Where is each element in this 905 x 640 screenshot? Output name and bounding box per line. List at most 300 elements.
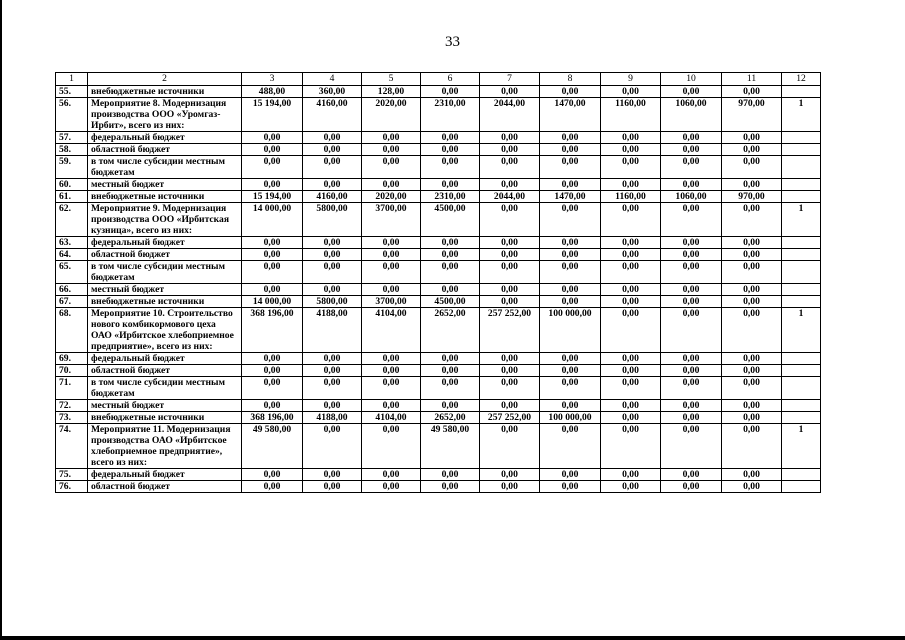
value-cell: 0,00 [722,179,782,191]
value-cell: 0,00 [480,203,540,237]
value-cell: 0,00 [661,365,722,377]
value-cell: 488,00 [242,86,303,98]
value-cell: 0,00 [722,412,782,424]
row-number: 63. [56,237,88,249]
value-cell: 0,00 [661,132,722,144]
table-row [56,98,821,132]
table-row [56,296,821,308]
indicator-cell [782,237,821,249]
value-cell: 0,00 [480,284,540,296]
value-cell: 0,00 [661,412,722,424]
value-cell: 0,00 [362,353,421,365]
value-cell: 0,00 [540,400,601,412]
value-cell: 0,00 [540,353,601,365]
table-row [56,249,821,261]
value-cell: 100 000,00 [540,308,601,353]
value-cell: 0,00 [601,237,661,249]
value-cell: 0,00 [601,179,661,191]
value-cell: 0,00 [540,144,601,156]
value-cell: 0,00 [722,156,782,179]
table-row [56,481,821,493]
value-cell: 2652,00 [421,308,480,353]
row-label: внебюджетные источники [88,412,242,424]
row-label: федеральный бюджет [88,237,242,249]
table-row [56,203,821,237]
value-cell: 1470,00 [540,191,601,203]
value-cell: 0,00 [303,179,362,191]
row-number: 65. [56,261,88,284]
indicator-cell [782,481,821,493]
value-cell: 49 580,00 [242,424,303,469]
row-number: 69. [56,353,88,365]
value-cell: 5800,00 [303,296,362,308]
value-cell: 0,00 [480,86,540,98]
value-cell: 0,00 [362,377,421,400]
indicator-cell: 1 [782,308,821,353]
value-cell: 0,00 [242,144,303,156]
value-cell: 0,00 [540,86,601,98]
value-cell: 368 196,00 [242,412,303,424]
value-cell: 0,00 [661,237,722,249]
value-cell: 360,00 [303,86,362,98]
value-cell: 0,00 [362,132,421,144]
value-cell: 0,00 [242,132,303,144]
indicator-cell [782,296,821,308]
table-row [56,412,821,424]
value-cell: 4160,00 [303,191,362,203]
value-cell: 0,00 [601,353,661,365]
row-number: 68. [56,308,88,353]
row-number: 62. [56,203,88,237]
value-cell: 0,00 [722,377,782,400]
page-number: 33 [445,34,460,50]
value-cell: 368 196,00 [242,308,303,353]
value-cell: 0,00 [661,424,722,469]
value-cell: 0,00 [661,308,722,353]
value-cell: 0,00 [661,377,722,400]
value-cell: 0,00 [421,144,480,156]
value-cell: 0,00 [303,144,362,156]
indicator-cell [782,191,821,203]
value-cell: 0,00 [480,156,540,179]
value-cell: 4500,00 [421,203,480,237]
row-label: областной бюджет [88,481,242,493]
row-number: 64. [56,249,88,261]
table-row [56,377,821,400]
table-row [56,179,821,191]
value-cell: 0,00 [303,365,362,377]
value-cell: 0,00 [540,203,601,237]
table-row [56,132,821,144]
row-number: 55. [56,86,88,98]
value-cell: 0,00 [601,156,661,179]
value-cell: 0,00 [242,353,303,365]
indicator-cell [782,156,821,179]
value-cell: 0,00 [421,481,480,493]
value-cell: 0,00 [242,237,303,249]
value-cell: 0,00 [242,365,303,377]
value-cell: 0,00 [661,144,722,156]
table-row [56,156,821,179]
value-cell: 0,00 [303,249,362,261]
value-cell: 0,00 [480,296,540,308]
header-cell: 1 [56,73,88,86]
value-cell: 0,00 [661,481,722,493]
table-row [56,424,821,469]
value-cell: 0,00 [362,249,421,261]
value-cell: 0,00 [421,261,480,284]
budget-table [55,72,821,493]
value-cell: 4104,00 [362,412,421,424]
value-cell: 0,00 [661,156,722,179]
value-cell: 0,00 [601,132,661,144]
row-number: 73. [56,412,88,424]
value-cell: 100 000,00 [540,412,601,424]
value-cell: 0,00 [540,365,601,377]
value-cell: 257 252,00 [480,412,540,424]
row-label: областной бюджет [88,249,242,261]
value-cell: 0,00 [722,481,782,493]
row-label: Мероприятие 10. Строительство нового комбикормового цеха ОАО «Ирбитское хлебоприемное предприятие», всего из них: [88,308,242,353]
value-cell: 0,00 [601,308,661,353]
value-cell: 0,00 [242,481,303,493]
row-number: 60. [56,179,88,191]
value-cell: 0,00 [601,365,661,377]
row-number: 75. [56,469,88,481]
value-cell: 128,00 [362,86,421,98]
value-cell: 0,00 [480,481,540,493]
value-cell: 0,00 [722,144,782,156]
value-cell: 0,00 [601,377,661,400]
row-label: в том числе субсидии местным бюджетам [88,156,242,179]
value-cell: 0,00 [242,261,303,284]
value-cell: 0,00 [421,249,480,261]
row-label: внебюджетные источники [88,296,242,308]
value-cell: 49 580,00 [421,424,480,469]
value-cell: 0,00 [722,469,782,481]
row-number: 57. [56,132,88,144]
value-cell: 0,00 [722,424,782,469]
indicator-cell [782,132,821,144]
header-cell: 2 [88,73,242,86]
value-cell: 0,00 [661,86,722,98]
row-number: 67. [56,296,88,308]
value-cell: 0,00 [362,261,421,284]
value-cell: 2310,00 [421,191,480,203]
value-cell: 0,00 [362,424,421,469]
header-cell: 4 [303,73,362,86]
value-cell: 0,00 [303,284,362,296]
value-cell: 0,00 [722,296,782,308]
value-cell: 0,00 [722,132,782,144]
value-cell: 0,00 [303,237,362,249]
value-cell: 0,00 [242,179,303,191]
row-number: 59. [56,156,88,179]
value-cell: 3700,00 [362,296,421,308]
row-label: местный бюджет [88,400,242,412]
row-label: федеральный бюджет [88,132,242,144]
indicator-cell [782,377,821,400]
header-cell: 6 [421,73,480,86]
value-cell: 0,00 [421,353,480,365]
value-cell: 15 194,00 [242,191,303,203]
table-row [56,284,821,296]
value-cell: 0,00 [362,481,421,493]
value-cell: 0,00 [722,237,782,249]
value-cell: 0,00 [480,377,540,400]
value-cell: 1060,00 [661,191,722,203]
value-cell: 3700,00 [362,203,421,237]
value-cell: 14 000,00 [242,203,303,237]
value-cell: 0,00 [303,132,362,144]
value-cell: 0,00 [601,284,661,296]
value-cell: 1060,00 [661,98,722,132]
value-cell: 0,00 [540,237,601,249]
value-cell: 2652,00 [421,412,480,424]
row-number: 56. [56,98,88,132]
value-cell: 0,00 [480,179,540,191]
value-cell: 0,00 [661,296,722,308]
header-cell: 11 [722,73,782,86]
row-number: 58. [56,144,88,156]
row-number: 74. [56,424,88,469]
value-cell: 0,00 [601,296,661,308]
row-number: 61. [56,191,88,203]
value-cell: 970,00 [722,191,782,203]
value-cell: 0,00 [242,284,303,296]
value-cell: 0,00 [242,249,303,261]
indicator-cell [782,469,821,481]
value-cell: 0,00 [362,284,421,296]
value-cell: 0,00 [421,377,480,400]
value-cell: 2020,00 [362,191,421,203]
value-cell: 0,00 [601,249,661,261]
value-cell: 2310,00 [421,98,480,132]
value-cell: 0,00 [601,400,661,412]
row-label: внебюджетные источники [88,191,242,203]
row-number: 76. [56,481,88,493]
value-cell: 0,00 [362,156,421,179]
table-row [56,353,821,365]
value-cell: 14 000,00 [242,296,303,308]
row-label: внебюджетные источники [88,86,242,98]
header-cell: 8 [540,73,601,86]
row-label: местный бюджет [88,284,242,296]
value-cell: 0,00 [661,203,722,237]
value-cell: 0,00 [421,237,480,249]
row-number: 70. [56,365,88,377]
value-cell: 0,00 [362,365,421,377]
value-cell: 15 194,00 [242,98,303,132]
value-cell: 0,00 [540,296,601,308]
header-cell: 7 [480,73,540,86]
indicator-cell [782,284,821,296]
value-cell: 0,00 [480,365,540,377]
value-cell: 4188,00 [303,308,362,353]
value-cell: 0,00 [722,365,782,377]
indicator-cell [782,86,821,98]
value-cell: 0,00 [601,469,661,481]
value-cell: 0,00 [540,469,601,481]
value-cell: 0,00 [303,481,362,493]
value-cell: 0,00 [661,353,722,365]
value-cell: 0,00 [480,261,540,284]
value-cell: 0,00 [362,400,421,412]
value-cell: 0,00 [303,353,362,365]
row-label: федеральный бюджет [88,353,242,365]
row-label: федеральный бюджет [88,469,242,481]
value-cell: 0,00 [421,132,480,144]
value-cell: 0,00 [540,424,601,469]
value-cell: 0,00 [601,261,661,284]
value-cell: 0,00 [421,156,480,179]
value-cell: 0,00 [722,308,782,353]
value-cell: 0,00 [540,249,601,261]
row-label: областной бюджет [88,365,242,377]
value-cell: 0,00 [480,400,540,412]
table-row [56,400,821,412]
value-cell: 0,00 [421,469,480,481]
value-cell: 0,00 [722,249,782,261]
value-cell: 4104,00 [362,308,421,353]
row-number: 66. [56,284,88,296]
value-cell: 0,00 [362,144,421,156]
value-cell: 0,00 [303,424,362,469]
indicator-cell: 1 [782,98,821,132]
indicator-cell [782,261,821,284]
value-cell: 0,00 [601,203,661,237]
value-cell: 0,00 [362,469,421,481]
value-cell: 0,00 [540,481,601,493]
value-cell: 0,00 [480,132,540,144]
value-cell: 0,00 [362,237,421,249]
value-cell: 0,00 [480,249,540,261]
indicator-cell [782,179,821,191]
value-cell: 0,00 [722,284,782,296]
value-cell: 0,00 [601,481,661,493]
value-cell: 0,00 [242,469,303,481]
table-row [56,86,821,98]
header-row [56,73,821,86]
value-cell: 0,00 [722,400,782,412]
value-cell: 1470,00 [540,98,601,132]
value-cell: 0,00 [421,400,480,412]
value-cell: 0,00 [303,400,362,412]
value-cell: 0,00 [303,377,362,400]
value-cell: 0,00 [242,156,303,179]
value-cell: 0,00 [540,156,601,179]
value-cell: 0,00 [722,203,782,237]
value-cell: 0,00 [540,179,601,191]
value-cell: 2020,00 [362,98,421,132]
indicator-cell [782,144,821,156]
indicator-cell [782,365,821,377]
scan-left-border [0,0,2,640]
value-cell: 4188,00 [303,412,362,424]
value-cell: 0,00 [601,412,661,424]
value-cell: 1160,00 [601,191,661,203]
table-row [56,308,821,353]
value-cell: 2044,00 [480,191,540,203]
value-cell: 0,00 [601,424,661,469]
value-cell: 2044,00 [480,98,540,132]
indicator-cell [782,412,821,424]
value-cell: 0,00 [421,284,480,296]
table-row [56,237,821,249]
table-row [56,261,821,284]
indicator-cell [782,353,821,365]
header-cell: 12 [782,73,821,86]
value-cell: 0,00 [303,156,362,179]
value-cell: 0,00 [540,377,601,400]
value-cell: 5800,00 [303,203,362,237]
value-cell: 1160,00 [601,98,661,132]
value-cell: 0,00 [540,261,601,284]
header-cell: 10 [661,73,722,86]
value-cell: 0,00 [480,237,540,249]
row-label: местный бюджет [88,179,242,191]
scan-bottom-border [0,636,905,640]
indicator-cell [782,400,821,412]
value-cell: 0,00 [661,179,722,191]
table-row [56,191,821,203]
value-cell: 0,00 [661,400,722,412]
value-cell: 4160,00 [303,98,362,132]
header-cell: 5 [362,73,421,86]
row-number: 72. [56,400,88,412]
value-cell: 0,00 [722,261,782,284]
indicator-cell: 1 [782,424,821,469]
indicator-cell: 1 [782,203,821,237]
header-cell: 3 [242,73,303,86]
value-cell: 0,00 [242,400,303,412]
header-cell: 9 [601,73,661,86]
value-cell: 0,00 [540,132,601,144]
row-number: 71. [56,377,88,400]
value-cell: 0,00 [540,284,601,296]
table-row [56,144,821,156]
value-cell: 0,00 [421,86,480,98]
value-cell: 0,00 [480,144,540,156]
value-cell: 970,00 [722,98,782,132]
row-label: Мероприятие 11. Модернизация производства ОАО «Ирбитское хлебоприемное предприятие», всего из них: [88,424,242,469]
value-cell: 0,00 [421,365,480,377]
value-cell: 0,00 [362,179,421,191]
table-row [56,469,821,481]
value-cell: 0,00 [480,353,540,365]
value-cell: 0,00 [661,284,722,296]
value-cell: 0,00 [480,469,540,481]
value-cell: 4500,00 [421,296,480,308]
value-cell: 0,00 [661,249,722,261]
indicator-cell [782,249,821,261]
value-cell: 0,00 [722,353,782,365]
value-cell: 0,00 [661,469,722,481]
value-cell: 0,00 [421,179,480,191]
value-cell: 0,00 [242,377,303,400]
row-label: Мероприятие 8. Модернизация производства ООО «Уромгаз-Ирбит», всего из них: [88,98,242,132]
value-cell: 257 252,00 [480,308,540,353]
value-cell: 0,00 [480,424,540,469]
value-cell: 0,00 [722,86,782,98]
value-cell: 0,00 [303,469,362,481]
value-cell: 0,00 [661,261,722,284]
table-row [56,365,821,377]
value-cell: 0,00 [303,261,362,284]
row-label: в том числе субсидии местным бюджетам [88,377,242,400]
row-label: в том числе субсидии местным бюджетам [88,261,242,284]
row-label: областной бюджет [88,144,242,156]
